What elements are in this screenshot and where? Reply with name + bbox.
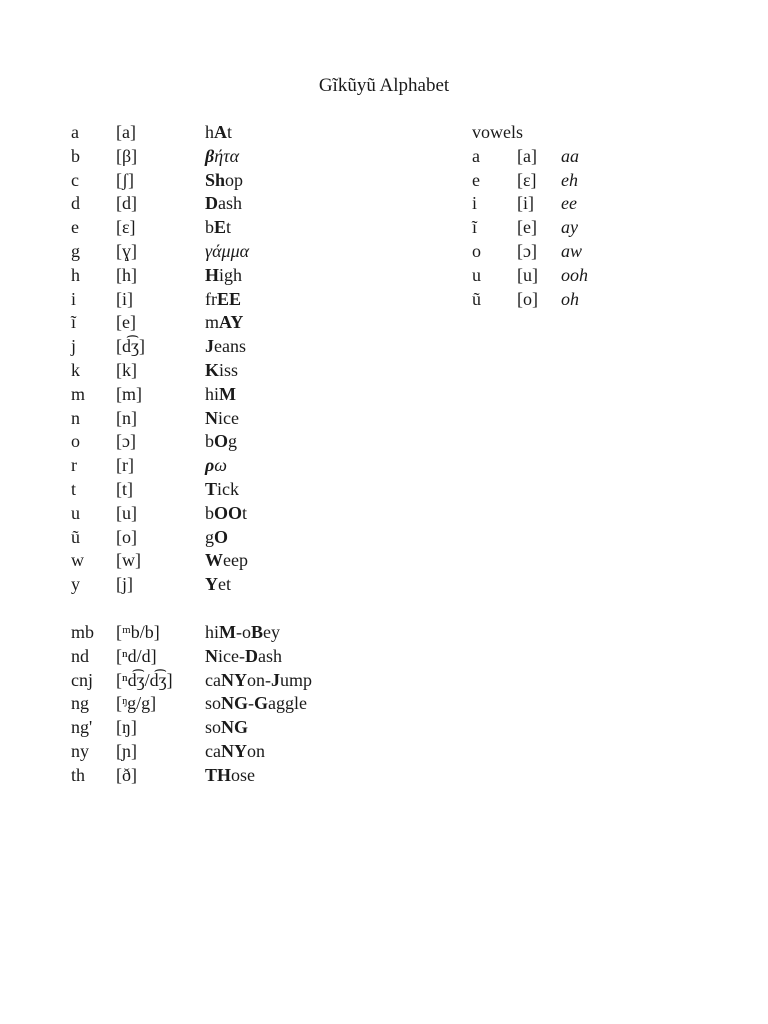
example-word — [205, 692, 307, 716]
example-segment: b — [205, 217, 214, 238]
letter: b — [71, 145, 80, 166]
example-word — [205, 288, 241, 312]
example-segment: g — [228, 431, 238, 452]
example-word — [205, 716, 248, 740]
example-segment: op — [225, 169, 244, 190]
example-segment: ca — [205, 740, 221, 761]
ipa-symbol: [a] — [116, 122, 136, 142]
letter: h — [71, 264, 80, 285]
letter: r — [71, 455, 77, 476]
example-segment: M — [219, 383, 237, 404]
example-segment: O — [214, 526, 229, 547]
ipa-symbol: [e] — [116, 312, 136, 333]
example-segment: K — [205, 359, 220, 380]
example-segment: B — [251, 622, 264, 642]
example-segment: g — [205, 526, 214, 547]
example-segment: ice- — [218, 645, 245, 666]
example-segment: t — [226, 217, 232, 238]
ipa-symbol: [k] — [116, 359, 137, 380]
letter: nd — [71, 645, 89, 666]
page-title: Gĩkũyũ Alphabet — [318, 75, 450, 96]
ipa-symbol: [ᵐb/b] — [116, 622, 160, 642]
example-segment: fr — [205, 288, 217, 309]
letter: m — [71, 383, 86, 404]
example-segment: β — [205, 145, 215, 166]
letter: u — [71, 502, 80, 523]
example-segment: t — [227, 122, 233, 142]
example-segment: γάμμα — [205, 240, 250, 261]
example-segment: H — [205, 264, 220, 285]
letter: y — [71, 574, 80, 595]
ipa-symbol: [w] — [116, 550, 141, 571]
vowel-letter: o — [472, 240, 481, 261]
example-word — [205, 359, 238, 383]
example-segment: t — [242, 502, 248, 523]
ipa-symbol: [h] — [116, 264, 137, 285]
example-segment: so — [205, 693, 222, 714]
letter: n — [71, 407, 80, 428]
example-word — [205, 335, 246, 359]
vowel-sound: eh — [561, 169, 578, 190]
example-segment: OO — [214, 502, 243, 523]
example-segment: M — [219, 622, 237, 642]
letter: mb — [71, 622, 95, 642]
example-word — [205, 549, 248, 573]
letter: a — [71, 122, 79, 142]
letter: c — [71, 169, 79, 190]
vowel-ipa: [e] — [517, 217, 537, 238]
example-segment: h — [205, 122, 214, 142]
ipa-symbol: [ⁿd͡ʒ/d͡ʒ] — [116, 669, 173, 690]
example-segment: ick — [217, 478, 240, 499]
example-word — [205, 478, 239, 502]
letter: g — [71, 240, 80, 261]
example-segment: -o — [236, 622, 252, 642]
ipa-symbol: [ᵑg/g] — [116, 693, 157, 714]
example-segment: igh — [219, 264, 243, 285]
letter: i — [71, 288, 77, 309]
ipa-symbol: [ɛ] — [116, 217, 136, 238]
vowel-ipa: [ɛ] — [517, 169, 537, 190]
example-segment: ash — [218, 193, 242, 214]
example-segment: EE — [217, 288, 242, 309]
letter: w — [71, 550, 84, 571]
letter: ng' — [71, 717, 93, 738]
example-segment: ρ — [205, 455, 215, 476]
ipa-symbol: [t] — [116, 478, 133, 499]
example-word — [205, 216, 231, 240]
letter: ny — [71, 740, 89, 761]
letter: o — [71, 431, 80, 452]
example-segment: b — [205, 502, 214, 523]
vowel-ipa: [ɔ] — [517, 240, 537, 261]
ipa-symbol: [d] — [116, 193, 137, 214]
example-segment: ash — [257, 645, 282, 666]
ipa-symbol: [m] — [116, 383, 142, 404]
example-segment: so — [205, 717, 222, 738]
vowel-letter: a — [472, 145, 480, 166]
ipa-symbol: [u] — [116, 502, 137, 523]
vowel-ipa: [o] — [517, 288, 538, 309]
vowel-letter: i — [472, 193, 478, 214]
letter: k — [71, 359, 80, 380]
example-word — [205, 311, 243, 335]
example-segment: on — [246, 740, 265, 761]
letter: ũ — [71, 526, 80, 547]
example-segment: G — [254, 693, 269, 714]
example-segment: O — [214, 431, 229, 452]
letter: t — [71, 478, 77, 499]
example-segment: hi — [205, 383, 220, 404]
vowel-sound: ay — [561, 217, 578, 238]
letter: ĩ — [71, 312, 77, 333]
ipa-symbol: [ɲ] — [116, 740, 137, 761]
letter: e — [71, 217, 79, 238]
example-segment: J — [270, 669, 280, 690]
letter: cnj — [71, 669, 93, 690]
example-segment: on- — [246, 669, 271, 690]
vowel-ipa: [a] — [517, 145, 537, 166]
example-word — [205, 645, 282, 669]
example-segment: Y — [205, 574, 218, 595]
example-segment: hi — [205, 622, 220, 642]
example-segment: TH — [205, 764, 232, 785]
example-word — [205, 526, 228, 550]
example-segment: W — [205, 550, 223, 571]
vowel-sound: aa — [561, 145, 579, 166]
example-word — [205, 145, 239, 169]
example-segment: NY — [220, 669, 247, 690]
letter: j — [71, 336, 77, 357]
vowel-sound: ooh — [561, 264, 588, 285]
vowel-letter: ĩ — [472, 217, 478, 238]
example-segment: NG — [221, 717, 249, 738]
example-word — [205, 407, 239, 431]
example-word — [205, 169, 243, 193]
ipa-symbol: [o] — [116, 526, 137, 547]
example-word — [205, 764, 255, 788]
ipa-symbol: [β] — [116, 145, 138, 166]
vowel-sound: aw — [561, 240, 583, 261]
example-segment: aggle — [268, 693, 308, 714]
example-segment: AY — [219, 312, 244, 333]
letter: ng — [71, 693, 89, 714]
example-segment: iss — [219, 359, 239, 380]
example-word — [205, 502, 247, 526]
example-word — [205, 240, 249, 264]
ipa-symbol: [ŋ] — [116, 717, 137, 738]
example-word — [205, 740, 265, 764]
vowel-ipa: [u] — [517, 264, 538, 285]
example-segment: N — [205, 645, 218, 666]
example-segment: N — [205, 407, 218, 428]
example-segment: NG — [221, 693, 249, 714]
example-word — [205, 621, 280, 645]
example-word — [205, 454, 227, 478]
vowel-letter: ũ — [472, 288, 481, 309]
letter: th — [71, 764, 86, 785]
example-segment: ca — [205, 669, 221, 690]
example-segment: eep — [223, 550, 248, 571]
example-segment: ump — [279, 669, 312, 690]
ipa-symbol: [i] — [116, 288, 133, 309]
example-segment: T — [205, 478, 218, 499]
vowels-heading: vowels — [472, 122, 523, 142]
example-word — [205, 383, 236, 407]
example-segment: ω — [214, 455, 227, 476]
example-segment: A — [214, 122, 227, 142]
vowel-letter: u — [472, 264, 481, 285]
example-segment: et — [218, 574, 231, 595]
example-segment: Sh — [205, 169, 226, 190]
example-segment: ose — [231, 764, 256, 785]
example-word — [205, 264, 242, 288]
letter: d — [71, 193, 80, 214]
vowel-letter: e — [472, 169, 480, 190]
vowel-sound: ee — [561, 193, 577, 214]
example-word — [205, 430, 237, 454]
vowel-sound: oh — [561, 288, 579, 309]
ipa-symbol: [ɣ] — [116, 240, 137, 261]
example-segment: ice — [218, 407, 239, 428]
example-segment: b — [205, 431, 214, 452]
ipa-symbol: [ɔ] — [116, 431, 136, 452]
ipa-symbol: [ⁿd/d] — [116, 645, 157, 666]
example-segment: E — [214, 217, 227, 238]
example-word — [205, 573, 231, 597]
example-segment: J — [205, 336, 214, 357]
example-word — [205, 121, 232, 145]
ipa-symbol: [ʃ] — [116, 169, 134, 190]
example-segment: m — [205, 312, 220, 333]
example-word — [205, 192, 242, 216]
ipa-symbol: [d͡ʒ] — [116, 336, 145, 357]
example-segment: D — [244, 645, 258, 666]
example-segment: - — [248, 693, 255, 714]
ipa-symbol: [n] — [116, 407, 137, 428]
example-segment: NY — [220, 740, 247, 761]
ipa-symbol: [ð] — [116, 764, 137, 785]
example-segment: ήτα — [214, 145, 240, 166]
vowel-ipa: [i] — [517, 193, 534, 214]
ipa-symbol: [j] — [116, 574, 133, 595]
example-segment: D — [205, 193, 218, 214]
example-segment: ey — [263, 622, 281, 642]
example-word — [205, 669, 312, 693]
ipa-symbol: [r] — [116, 455, 134, 476]
example-segment: eans — [214, 336, 246, 357]
